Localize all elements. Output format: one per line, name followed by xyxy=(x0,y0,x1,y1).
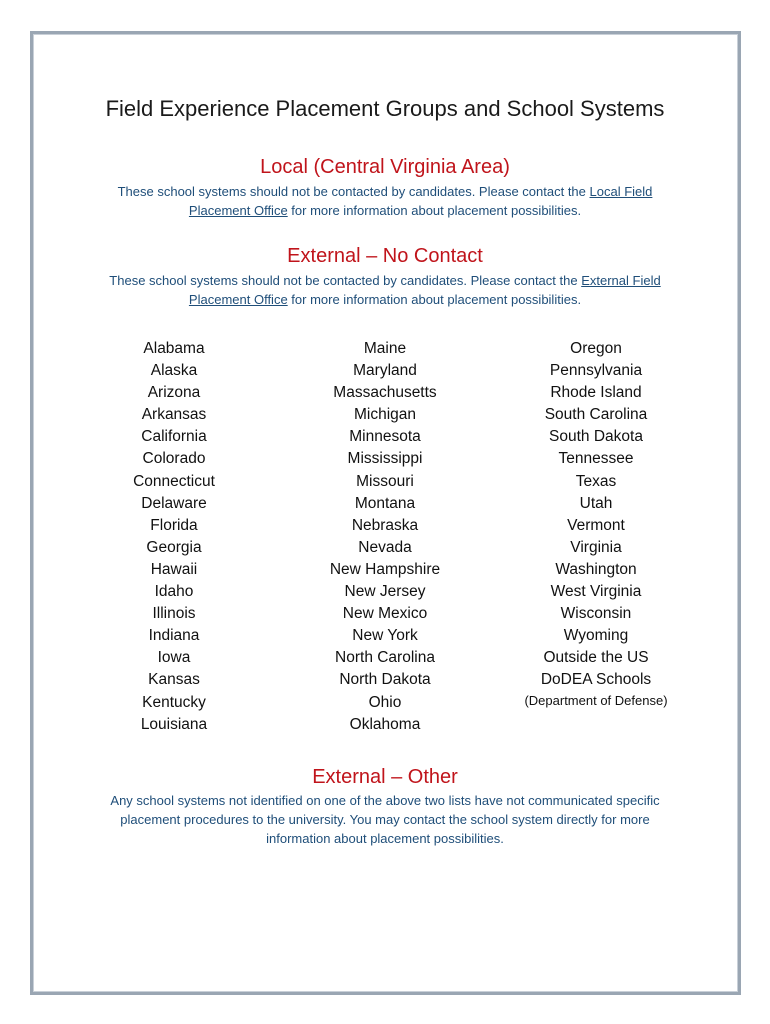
list-item: DoDEA Schools xyxy=(540,671,652,689)
list-item: Kansas xyxy=(148,671,200,689)
list-item: New York xyxy=(352,627,418,645)
list-item: South Dakota xyxy=(549,428,643,446)
list-item: North Carolina xyxy=(335,649,435,667)
list-item: California xyxy=(141,428,207,446)
states-column-1 xyxy=(59,338,289,736)
list-item: Arizona xyxy=(147,384,201,402)
list-item: Washington xyxy=(555,560,637,578)
list-item: Massachusetts xyxy=(333,384,437,402)
list-item: Virginia xyxy=(570,538,622,556)
list-item: Alaska xyxy=(150,362,198,380)
list-item: Arkansas xyxy=(141,406,207,424)
list-item: Utah xyxy=(579,494,613,512)
list-item: Tennessee xyxy=(558,450,634,468)
list-item: Rhode Island xyxy=(550,384,642,402)
list-item: New Mexico xyxy=(342,605,428,623)
list-item: West Virginia xyxy=(550,583,642,601)
external-other-description xyxy=(40,791,730,848)
local-text-before: These school systems should not be contacted by candidates. Please contact the xyxy=(117,184,590,199)
list-item: Oregon xyxy=(570,340,622,357)
states-column-2 xyxy=(270,338,500,736)
list-item: Wyoming xyxy=(563,627,629,645)
list-item: Montana xyxy=(354,494,416,512)
list-item: Maryland xyxy=(353,362,417,380)
list-item: Iowa xyxy=(157,649,191,667)
local-field-link-part2[interactable]: Placement Office xyxy=(188,203,288,218)
list-item: Maine xyxy=(363,340,407,357)
list-item: Illinois xyxy=(152,605,196,623)
list-item: Oklahoma xyxy=(349,715,421,733)
external-no-contact-description xyxy=(60,271,710,309)
list-item: Ohio xyxy=(368,693,402,711)
local-text-after: for more information about placement possibilities. xyxy=(287,203,582,218)
list-item: Pennsylvania xyxy=(549,362,643,380)
list-item: Nebraska xyxy=(351,516,419,534)
list-item: Louisiana xyxy=(140,715,208,733)
external-field-link-part2[interactable]: Placement Office xyxy=(188,292,288,307)
list-item: Mississippi xyxy=(347,450,423,468)
list-item: Minnesota xyxy=(349,428,421,446)
page-title: Field Experience Placement Groups and School Systems xyxy=(105,96,665,121)
external-other-line-1: Any school systems not identified on one of the above two lists have not communicated specific xyxy=(110,793,660,808)
list-item: Indiana xyxy=(148,627,200,645)
local-heading: Local (Central Virginia Area) xyxy=(260,156,510,178)
list-item: Georgia xyxy=(146,538,202,556)
local-description xyxy=(60,182,710,220)
list-item: Outside the US xyxy=(543,649,649,667)
external-no-contact-heading: External – No Contact xyxy=(287,245,483,267)
external-other-line-2: placement procedures to the university. You may contact the school system directly for more xyxy=(120,812,650,827)
list-item: New Jersey xyxy=(344,583,426,601)
states-column-3 xyxy=(481,338,711,710)
list-item: New Hampshire xyxy=(329,560,441,578)
list-item: Texas xyxy=(575,472,617,490)
list-item: Missouri xyxy=(356,472,414,490)
list-item: South Carolina xyxy=(544,406,648,424)
external-text-after: for more information about placement possibilities. xyxy=(287,292,582,307)
list-item: Florida xyxy=(150,516,198,534)
local-field-link-part1[interactable]: Local Field xyxy=(589,184,653,199)
list-item: Vermont xyxy=(567,516,625,534)
list-item: Wisconsin xyxy=(560,605,632,623)
list-item: Kentucky xyxy=(142,693,206,711)
external-other-line-3: information about placement possibilities. xyxy=(266,831,504,846)
dodea-note: (Department of Defense) xyxy=(524,692,668,708)
list-item: Connecticut xyxy=(133,472,215,490)
list-item: Michigan xyxy=(353,406,417,424)
list-item: Delaware xyxy=(141,494,207,512)
list-item: Idaho xyxy=(154,583,194,601)
list-item: Hawaii xyxy=(150,560,198,578)
list-item: Alabama xyxy=(143,340,205,357)
list-item: Nevada xyxy=(358,538,412,556)
list-item: North Dakota xyxy=(339,671,431,689)
list-item: Colorado xyxy=(142,450,206,468)
external-field-link-part1[interactable]: External Field xyxy=(581,273,661,288)
external-text-before: These school systems should not be contacted by candidates. Please contact the xyxy=(109,273,582,288)
external-other-heading: External – Other xyxy=(312,766,458,788)
